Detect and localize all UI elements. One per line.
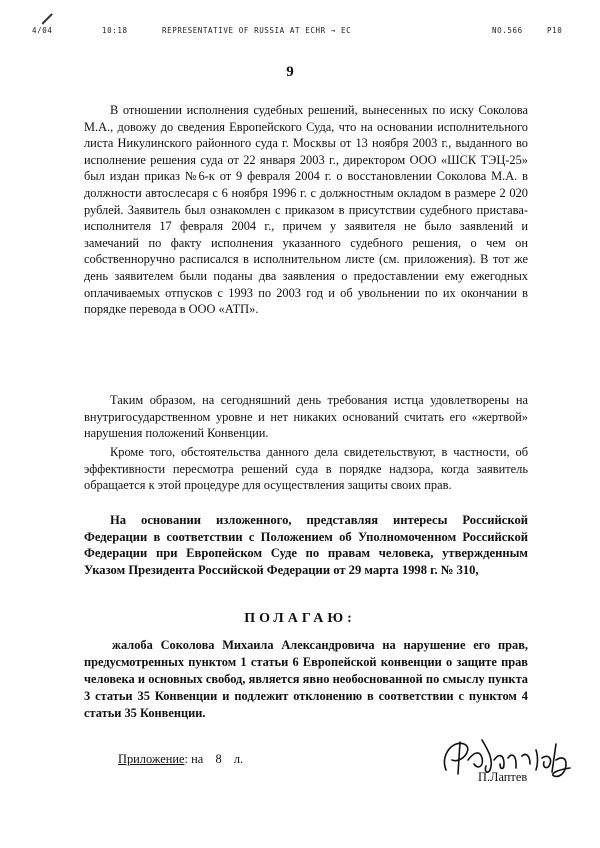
fax-header (32, 26, 570, 40)
paragraph-supervisory-review (84, 444, 528, 494)
paragraph-claims-satisfied (84, 392, 528, 442)
attachment-unit: л. (233, 752, 244, 766)
attachment-count: 8 (215, 752, 222, 766)
paragraph-grounds (84, 512, 528, 578)
paragraph-text: В отношении исполнения судебных решений, вынесенных по иску Соколова М.А., довожу до сведения Европейского Суда, что на основании исполнительного листа Никулинского районного суда г. Москвы от 13 ноября 2003 г., выданного во исполнение решения суда от 22 января 2003 г., директором ООО «ШСК ТЭЦ-25» был издан приказ №6-к от 9 февраля 2004 г. о восстановлении Соколова М.А. в должности автослесаря с 6 ноября 1996 г. с должностным окладом в размере 2 020 рублей. Заявитель был ознакомлен с приказом в присутствии судебного пристава-исполнителя 17 февраля 2004 г., причем у заявителя не было заявлений и замечаний по факту исполнения указанного судебного решения, о чем он собственноручно расписался в исполнительном листе (см. приложения). В тот же день заявителем были поданы два заявления о предоставлении ему ежегодных оплачиваемых отпусков с 1993 по 2003 год и об увольнении по их окончании в порядке перевода в ООО «АТП». (84, 103, 528, 317)
paragraph-text: Кроме того, обстоятельства данного дела свидетельствуют, в частности, об эффективности пересмотра решений суда в порядке надзора, когда заявитель обращается к этой процедуре для осуществления защиты своих прав. (84, 445, 528, 493)
attachment-note (118, 752, 243, 767)
paragraph-text: На основании изложенного, представляя интересы Российской Федерации в соответствии с Положением об Уполномоченном Российской Федерации при Европейском Суде по правам человека, утвержденным Указом Президента Российской Федерации от 29 марта 1998 г. № 310, (84, 513, 528, 577)
conclusion-text: жалоба Соколова Михаила Александровича на нарушение его прав, предусмотренных пунктом 1 статьи 6 Европейской конвенции о защите прав человека и основных свобод, является явно необоснованной по смыслу пункта 3 статьи 35 Конвенции и подлежит отклонению в соответствии с пунктом 4 статьи 35 Конвенции. (84, 638, 528, 720)
fax-sender: REPRESENTATIVE OF RUSSIA AT ECHR → EC (162, 26, 352, 35)
fax-corner-mark (42, 13, 53, 24)
fax-time: 10:18 (102, 26, 128, 35)
attachment-label: Приложение (118, 752, 185, 766)
paragraph-execution (84, 102, 528, 318)
signer-name: П.Лаптев (478, 770, 528, 784)
conclusion-paragraph (84, 637, 528, 722)
attachment-preposition: на (191, 752, 204, 766)
section-heading: ПОЛАГАЮ: (244, 611, 356, 626)
attachment-colon: : (184, 752, 188, 766)
fax-number: NO.566 (492, 26, 523, 35)
fax-page-code: P10 (547, 26, 563, 35)
page-number: 9 (286, 64, 294, 80)
paragraph-text: Таким образом, на сегодняшний день требования истца удовлетворены на внутригосударственном уровне и нет никаких оснований считать его «жертвой» нарушения положений Конвенции. (84, 393, 528, 441)
fax-date: 4/04 (32, 26, 53, 35)
